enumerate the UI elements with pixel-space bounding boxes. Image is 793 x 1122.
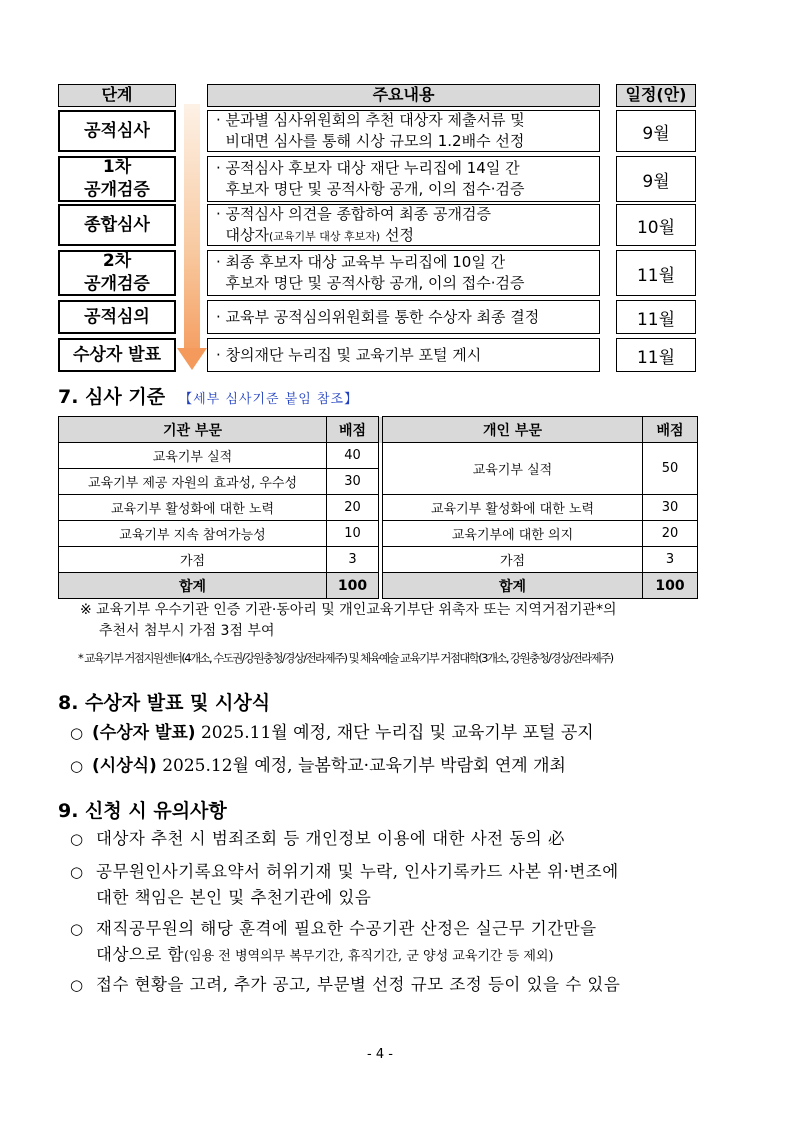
content-line: · 창의재단 누리집 및 교육기부 포털 게시 [216,345,482,364]
content-line: · 교육부 공적심의위원회를 통한 수상자 최종 결정 [216,307,540,326]
item-text: 2025.11월 예정, 재단 누리집 및 교육기부 포털 공지 [195,723,594,743]
criteria-table-wrap [58,416,698,599]
org-bonus-label: 가점 [59,547,327,573]
ind-score: 20 [643,521,698,547]
section9-item [70,859,730,911]
schedule-box: 11월 [616,250,696,296]
section9-item [70,826,730,852]
content-line-text: 대상자 [216,225,270,244]
ind-label: 교육기부에 대한 의지 [383,521,643,547]
content-line: · 분과별 심사위원회의 추천 대상자 제출서류 및 [216,111,525,129]
item-line: 대상자 추천 시 범죄조회 등 개인정보 이용에 대한 사전 동의 必 [96,829,565,848]
ind-bonus: 3 [643,547,698,573]
ind-header: 개인 부문 [383,417,643,443]
content-box [207,338,600,372]
section9-item [70,972,730,998]
org-total-label: 합계 [59,573,327,599]
org-total: 100 [327,573,379,599]
org-bonus: 3 [327,547,379,573]
content-line-tail: 선정 [380,225,414,244]
ind-bonus-label: 가점 [383,547,643,573]
schedule-box: 11월 [616,300,696,334]
ind-score: 30 [643,495,698,521]
table-gap [379,469,383,495]
content-box [207,156,600,202]
ind-total: 100 [643,573,698,599]
stage-box: 공적심의 [58,300,176,334]
bullet-icon: ○ [70,830,84,848]
content-line: · 공적심사 의견을 종합하여 최종 공개검증 [216,204,491,223]
section7-title-text: 7. 심사 기준 [58,386,166,408]
bullet-icon: ○ [70,920,84,938]
bonus-note-line1: ※ 교육기부 우수기관 인증 기관·동아리 및 개인교육기부단 위촉자 또는 지역거점기관*의 [80,602,617,618]
item-line: 공무원인사기록요약서 허위기재 및 누락, 인사기록카드 사본 위·변조에 [96,862,619,881]
content-box [207,204,600,246]
content-box [207,300,600,334]
item-label: (시상식) [92,756,157,776]
section7-note: 【세부 심사기준 붙임 참조】 [179,392,359,407]
schedule-box: 9월 [616,156,696,202]
ind-total-label: 합계 [383,573,643,599]
stage-box: 수상자 발표 [58,338,176,372]
item-text: 2025.12월 예정, 늘봄학교·교육기부 박람회 연계 개최 [156,756,566,776]
item-line: 대한 책임은 본인 및 추천기관에 있음 [96,888,372,907]
schedule-box: 10월 [616,204,696,246]
ind-score: 50 [643,443,698,495]
content-box [207,110,600,152]
section7-title [58,382,358,409]
content-line-small: (교육기부 대상 후보자) [269,229,381,243]
ind-score-header: 배점 [643,417,698,443]
content-line: 비대면 심사를 통해 시상 규모의 1.2배수 선정 [216,132,525,150]
org-score: 10 [327,521,379,547]
org-label: 교육기부 실적 [59,443,327,469]
bullet-icon: ○ [70,724,84,742]
section8-item [70,750,770,782]
content-line: 후보자 명단 및 공적사항 공개, 이의 접수·검증 [216,274,525,292]
item-line-text: 대상으로 함 [96,945,184,964]
table-row [59,443,698,469]
org-score: 40 [327,443,379,469]
section9-item [70,916,730,970]
process-arrow-head [177,348,207,370]
bonus-note [80,600,780,642]
schedule-header: 일정(안) [616,84,696,107]
content-line: · 공적심사 후보자 대상 재단 누리집에 14일 간 [216,159,520,177]
item-line: 재직공무원의 해당 훈격에 필요한 수공기관 산정은 실근무 기간만을 [96,919,597,938]
table-row [59,495,698,521]
org-score: 20 [327,495,379,521]
org-header: 기관 부문 [59,417,327,443]
ind-label: 교육기부 활성화에 대한 노력 [383,495,643,521]
table-row [59,521,698,547]
bullet-icon: ○ [70,976,84,994]
content-header: 주요내용 [207,84,600,107]
content-line [216,225,593,247]
org-label: 교육기부 활성화에 대한 노력 [59,495,327,521]
stage-box: 1차 공개검증 [58,156,176,202]
stage-box: 종합심사 [58,204,176,246]
stage-box: 2차 공개검증 [58,250,176,296]
schedule-box: 9월 [616,110,696,152]
section8-item [70,717,770,749]
item-line: 접수 현황을 고려, 추가 공고, 부문별 선정 규모 조정 등이 있을 수 있음 [96,975,621,994]
bullet-icon: ○ [70,863,84,881]
item-line [96,942,730,970]
total-row [59,573,698,599]
item-line-small: (임용 전 병역의무 복무기간, 휴직기간, 군 양성 교육기간 등 제외) [183,949,554,964]
content-line: 후보자 명단 및 공적사항 공개, 이의 접수·검증 [216,180,525,198]
section8-title: 8. 수상자 발표 및 시상식 [58,692,271,714]
content-box [207,250,600,296]
content-line: · 최종 후보자 대상 교육부 누리집에 10일 간 [216,253,506,271]
bullet-icon: ○ [70,757,84,775]
item-label: (수상자 발표) [92,723,196,743]
section9-title: 9. 신청 시 유의사항 [58,800,227,822]
org-label: 교육기부 제공 자원의 효과성, 우수성 [59,469,327,495]
hub-footnote: * 교육기부 거점지원센터(4개소, 수도권/강원충청/경상/전라제주) 및 체육예술 교육기부 거점대학(3개소, 강원충청/경상/전라제주) [78,651,613,665]
criteria-header-row [59,417,698,443]
org-score: 30 [327,469,379,495]
schedule-box: 11월 [616,338,696,372]
org-score-header: 배점 [327,417,379,443]
bonus-note-line2: 추천서 첨부시 가점 3점 부여 [99,623,275,639]
stage-header: 단계 [58,84,176,107]
table-row [59,547,698,573]
stage-box: 공적심사 [58,110,176,152]
criteria-table [58,416,698,599]
process-arrow-shaft [184,104,200,349]
ind-label: 교육기부 실적 [383,443,643,495]
org-label: 교육기부 지속 참여가능성 [59,521,327,547]
page-number: - 4 - [367,1047,393,1062]
